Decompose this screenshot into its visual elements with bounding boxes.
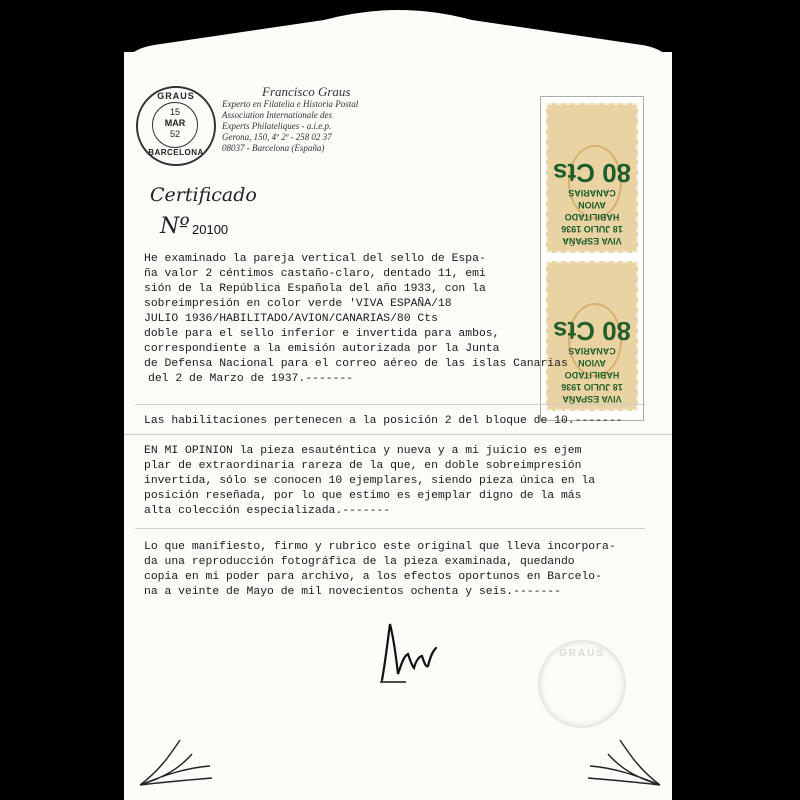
text-line: doble para el sello inferior e invertida para ambos,: [144, 328, 500, 340]
overprint-line: AVION: [578, 200, 606, 210]
embossed-seal-text: GRAUS: [558, 648, 606, 659]
paragraph-attestation: [144, 540, 626, 600]
expert-name: Francisco Graus: [262, 84, 351, 99]
overprint-line: 18 JULIO 1936: [561, 382, 623, 392]
overprint-value: 80 Cts: [552, 158, 632, 188]
overprint-line: AVION: [578, 358, 606, 368]
overprint-line: CANARIAS: [568, 188, 616, 198]
text-line: de Defensa Nacional para el correo aéreo de las islas Canarias: [144, 358, 568, 370]
certificate-title: Certificado: [150, 184, 257, 206]
letterhead-line: Gerona, 150, 4º 2ª - 258 02 37: [222, 132, 332, 142]
postmark-month: MAR: [164, 118, 186, 128]
overprint-line: HABILITADO: [564, 212, 620, 222]
text-line: posición reseñada, por lo que estimo es ejemplar digno de la más: [144, 490, 582, 502]
text-line: copia en mi poder para archivo, a los efectos oportunos en Barcelo-: [144, 571, 602, 583]
text-line: del 2 de Marzo de 1937.-------: [148, 373, 354, 385]
stamp-pair-photo: [540, 96, 644, 421]
text-line: He examinado la pareja vertical del sello de Espa-: [144, 253, 486, 265]
text-line: ña valor 2 céntimos castaño-claro, dentado 11, emi: [144, 268, 486, 280]
overprint-line: CANARIAS: [568, 346, 616, 356]
letterhead-line: Association Internationale des: [222, 110, 332, 120]
paragraph-description: [144, 252, 568, 387]
flourish-right-ornament: [580, 730, 670, 790]
text-line: na a veinte de Mayo de mil novecientos ochenta y seis.-------: [144, 586, 561, 598]
handwritten-signature: [376, 618, 440, 684]
postmark-stamp: [136, 86, 216, 166]
text-line: EN MI OPINION la pieza esauténtica y nueva y a mi juicio es ejem: [144, 445, 582, 457]
postmark-inner-circle: [152, 102, 198, 148]
flourish-left-ornament: [130, 730, 220, 790]
overprint-inverted-double: [548, 263, 636, 409]
letterhead-line: 08037 - Barcelona (España): [222, 143, 325, 153]
text-line: plar de extraordinaria rareza de la que, en doble sobreimpresión: [144, 460, 582, 472]
postmark-day: 15: [169, 107, 180, 117]
stamp-lower: [546, 261, 638, 411]
text-line: Lo que manifiesto, firmo y rubrico este original que lleva incorpora-: [144, 541, 616, 553]
postmark-year: 52: [169, 129, 180, 139]
text-line: sobreimpresión en color verde 'VIVA ESPAÑA/18: [144, 298, 452, 310]
overprint-value: 80 Cts: [552, 316, 632, 346]
postmark-top-text: GRAUS: [157, 91, 195, 101]
paragraph-opinion: [144, 444, 626, 519]
text-line: correspondiente a la emisión autorizada por la Junta: [144, 343, 500, 355]
overprint-line: VIVA ESPAÑA: [562, 236, 622, 246]
divider: [135, 528, 645, 529]
text-line: sión de la República Española del año 1933, con la: [144, 283, 486, 295]
stamp-upper: [546, 103, 638, 253]
overprint-line: 18 JULIO 1936: [561, 224, 623, 234]
certificate-number: 20100: [192, 222, 229, 237]
text-line: da una reproducción fotográfica de la pieza examinada, quedando: [144, 556, 575, 568]
embossed-seal: [538, 640, 626, 728]
text-line: JULIO 1936/HABILITADO/AVION/CANARIAS/80 Cts: [144, 313, 438, 325]
overprint-line: HABILITADO: [564, 370, 620, 380]
letterhead-line: Experto en Filatelia e Historia Postal: [222, 99, 359, 109]
overprint-inverted: [548, 105, 636, 251]
overprint-line: VIVA ESPAÑA: [562, 394, 622, 404]
text-line: alta colección especializada.-------: [144, 505, 391, 517]
letterhead: [222, 84, 462, 154]
postmark-bottom-text: BARCELONA: [148, 148, 204, 157]
paragraph-position: Las habilitaciones pertenecen a la posición 2 del bloque de 10.-------: [144, 415, 623, 427]
text-line: invertida, sólo se conocen 10 ejemplares, siendo pieza única en la: [144, 475, 596, 487]
letterhead-line: Experts Philateliques - a.i.e.p.: [222, 121, 332, 131]
certificate-number-label: Nº: [160, 214, 190, 239]
divider: [135, 434, 645, 435]
divider: [135, 404, 645, 405]
